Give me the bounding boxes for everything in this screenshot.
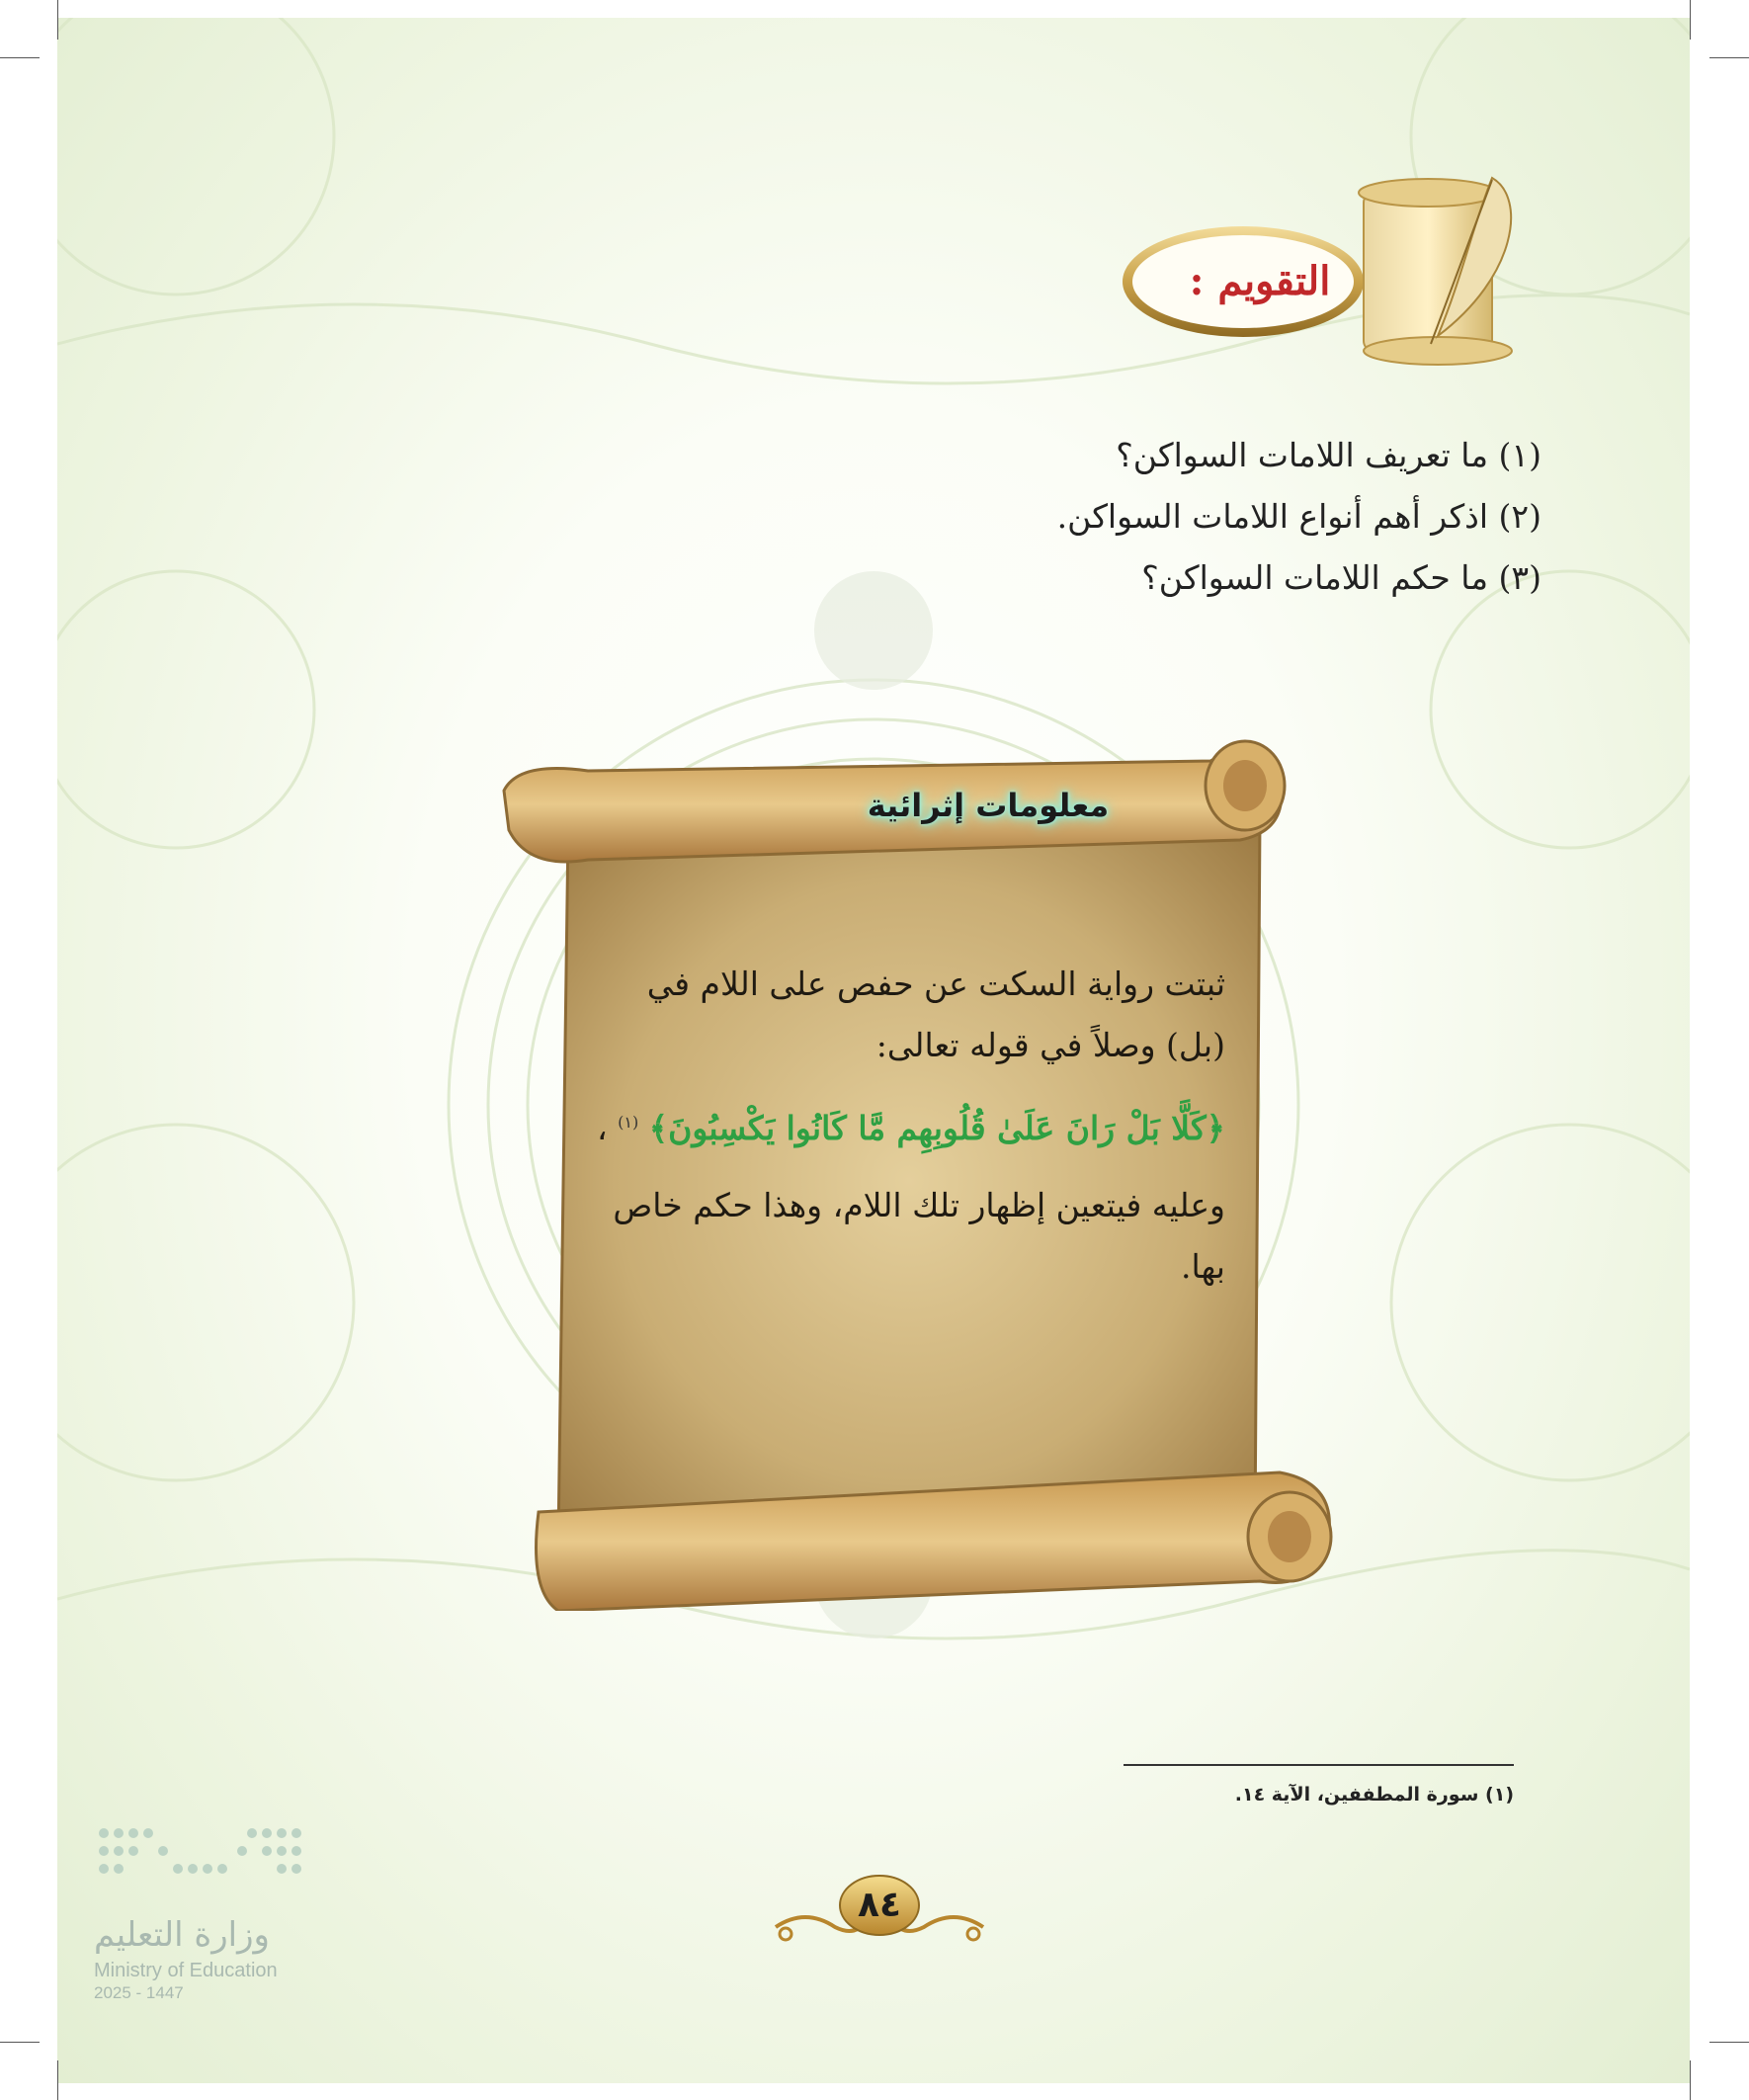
crop-mark: [1709, 2042, 1749, 2043]
section-title: التقويم :: [1189, 258, 1331, 304]
crop-mark: [1690, 2060, 1691, 2100]
footnote-ref: (١): [618, 1113, 639, 1132]
crop-mark: [0, 2042, 40, 2043]
page-number: ٨٤: [858, 1885, 901, 1925]
scroll-quill-icon: [1344, 168, 1541, 371]
ministry-name-english: Ministry of Education: [94, 1960, 278, 1981]
footnote-divider: [1124, 1764, 1514, 1766]
question-item: (١) ما تعريف اللامات السواكن؟: [1116, 436, 1541, 474]
enrichment-label: معلومات إثرائية: [867, 787, 1110, 824]
question-item: (٣) ما حكم اللامات السواكن؟: [1141, 558, 1541, 597]
question-item: (٢) اذكر أهم أنواع اللامات السواكن.: [1056, 497, 1541, 536]
enrichment-text: (بل) وصلاً في قوله تعالى:: [875, 1026, 1225, 1064]
crop-mark: [1690, 0, 1691, 40]
crop-mark: [57, 2060, 58, 2100]
enrichment-text: ثبتت رواية السكت عن حفص على اللام في: [646, 965, 1225, 1003]
ministry-logo-icon: [94, 1823, 311, 1883]
verse-tail: ،: [597, 1109, 608, 1147]
quran-verse: ﴿كَلَّا بَلْ رَانَ عَلَىٰ قُلُوبِهِم مَّا كَانُوا يَكْسِبُونَ﴾: [648, 1109, 1225, 1147]
enrichment-text: وعليه فيتعين إظهار تلك اللام، وهذا حكم خاص: [613, 1186, 1225, 1224]
crop-mark: [1709, 57, 1749, 58]
evaluation-questions: [652, 425, 1541, 609]
crop-mark: [57, 0, 58, 40]
footnote: (١) سورة المطففين، الآية ١٤.: [1234, 1784, 1514, 1806]
quran-verse-line: [583, 1092, 1225, 1159]
ministry-year: 2025 - 1447: [94, 1983, 184, 2002]
ministry-name-arabic: وزارة التعليم: [94, 1915, 270, 1955]
crop-mark: [0, 57, 40, 58]
enrichment-body: [583, 954, 1225, 1298]
enrichment-text: بها.: [1181, 1247, 1225, 1286]
